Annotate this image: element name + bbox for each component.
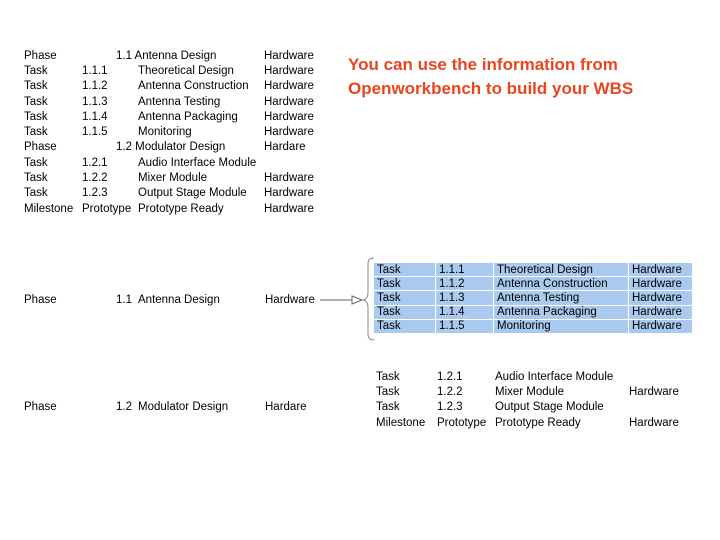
resource-cell: Hardware: [264, 64, 314, 77]
id-cell: 1.1.2: [82, 80, 108, 93]
wbs-full-table: [24, 48, 314, 216]
table-row: [374, 277, 693, 291]
name-cell: Output Stage Module: [138, 187, 247, 200]
name-cell: 1.1 Antenna Design: [116, 49, 217, 62]
phase-2-name: Modulator Design: [138, 401, 229, 413]
table-row: [24, 201, 314, 216]
type-cell: Task: [376, 401, 400, 414]
id-cell: 1.1.1: [436, 263, 494, 277]
resource-cell: Hardware: [629, 291, 693, 305]
id-cell: 1.2.2: [82, 172, 108, 185]
phase-1-resource: Hardware: [265, 294, 315, 306]
id-cell: 1.1.3: [82, 95, 108, 108]
resource-cell: Hardware: [264, 187, 314, 200]
table-row: [376, 415, 679, 430]
name-cell: Mixer Module: [495, 385, 565, 398]
name-cell: Theoretical Design: [494, 263, 629, 277]
resource-cell: Hardare: [264, 141, 306, 154]
type-cell: Task: [376, 370, 400, 383]
resource-cell: [629, 369, 679, 384]
phase-1-name: Antenna Design: [138, 294, 220, 306]
phase-2-type: Phase: [24, 401, 57, 413]
resource-cell: Hardware: [629, 385, 679, 398]
type-cell: Task: [24, 95, 48, 108]
type-cell: Task: [374, 291, 436, 305]
phase-2-tasks-table: [376, 369, 679, 430]
resource-cell: Hardware: [264, 95, 314, 108]
type-cell: Task: [24, 110, 48, 123]
type-cell: Task: [374, 305, 436, 319]
name-cell: Audio Interface Module: [138, 156, 257, 169]
phase-1-id: 1.1: [116, 294, 132, 306]
resource-cell: Hardware: [629, 416, 679, 429]
id-cell: 1.1.5: [436, 319, 494, 333]
id-cell: 1.1.2: [436, 277, 494, 291]
name-cell: Monitoring: [494, 319, 629, 333]
table-row: [24, 170, 314, 185]
resource-cell: Hardware: [264, 110, 314, 123]
type-cell: Task: [24, 156, 48, 169]
table-row: [376, 384, 679, 399]
type-cell: Milestone: [376, 416, 426, 429]
name-cell: Antenna Packaging: [138, 110, 238, 123]
type-cell: Task: [24, 172, 48, 185]
id-cell: 1.2.2: [437, 385, 463, 398]
id-cell: 1.2.3: [82, 187, 108, 200]
resource-cell: [264, 155, 314, 170]
resource-cell: Hardware: [629, 277, 693, 291]
name-cell: Prototype Ready: [495, 416, 581, 429]
id-cell: 1.1.3: [436, 291, 494, 305]
resource-cell: Hardware: [629, 263, 693, 277]
type-cell: Task: [24, 64, 48, 77]
table-row: [24, 186, 314, 201]
name-cell: Prototype Ready: [138, 202, 224, 215]
id-cell: 1.1.1: [82, 64, 108, 77]
table-row: [24, 124, 314, 139]
type-cell: Task: [24, 187, 48, 200]
resource-cell: Hardware: [629, 305, 693, 319]
table-row: [24, 109, 314, 124]
table-row: [24, 140, 314, 155]
resource-cell: Hardware: [264, 126, 314, 139]
type-cell: Task: [374, 277, 436, 291]
id-cell: 1.2.1: [82, 156, 108, 169]
type-cell: Task: [374, 263, 436, 277]
table-row: [24, 48, 314, 63]
name-cell: Antenna Testing: [138, 95, 221, 108]
phase-2-resource: Hardare: [265, 401, 307, 413]
phase-1-tasks-table: [373, 262, 693, 334]
id-cell: 1.2.3: [437, 401, 463, 414]
table-row: [24, 63, 314, 78]
name-cell: Audio Interface Module: [495, 370, 614, 383]
table-row: [374, 291, 693, 305]
resource-cell: Hardware: [629, 319, 693, 333]
resource-cell: [629, 400, 679, 415]
resource-cell: Hardware: [264, 80, 314, 93]
name-cell: Antenna Testing: [494, 291, 629, 305]
type-cell: Milestone: [24, 202, 74, 215]
table-row: [24, 155, 314, 170]
table-row: [376, 400, 679, 415]
name-cell: Antenna Packaging: [494, 305, 629, 319]
expand-arrow-icon: [318, 254, 378, 344]
phase-2-id: 1.2: [116, 401, 132, 413]
type-cell: Task: [24, 80, 48, 93]
table-row: [24, 79, 314, 94]
type-cell: Phase: [24, 49, 57, 62]
id-cell: Prototype: [437, 416, 487, 429]
name-cell: Monitoring: [138, 126, 192, 139]
id-cell: Prototype: [82, 202, 132, 215]
name-cell: Mixer Module: [138, 172, 208, 185]
type-cell: Task: [376, 385, 400, 398]
id-cell: 1.1.5: [82, 126, 108, 139]
type-cell: Phase: [24, 141, 57, 154]
name-cell: 1.2 Modulator Design: [116, 141, 226, 154]
name-cell: Output Stage Module: [495, 401, 604, 414]
id-cell: 1.1.4: [82, 110, 108, 123]
id-cell: 1.1.4: [436, 305, 494, 319]
table-row: [376, 369, 679, 384]
resource-cell: Hardware: [264, 202, 314, 215]
table-row: [24, 94, 314, 109]
table-row: [374, 319, 693, 333]
name-cell: Antenna Construction: [494, 277, 629, 291]
callout-text: You can use the information from Openworkbench to build your WBS: [348, 55, 634, 98]
phase-1-type: Phase: [24, 294, 57, 306]
resource-cell: Hardware: [264, 172, 314, 185]
type-cell: Task: [24, 126, 48, 139]
id-cell: 1.2.1: [437, 370, 463, 383]
type-cell: Task: [374, 319, 436, 333]
table-row: [374, 263, 693, 277]
name-cell: Antenna Construction: [138, 80, 249, 93]
table-row: [374, 305, 693, 319]
resource-cell: Hardware: [264, 49, 314, 62]
name-cell: Theoretical Design: [138, 64, 234, 77]
